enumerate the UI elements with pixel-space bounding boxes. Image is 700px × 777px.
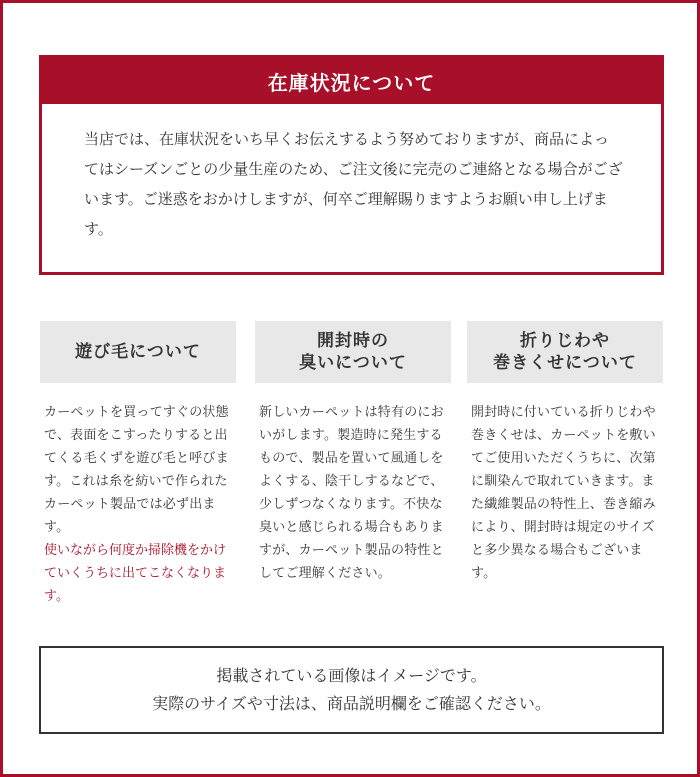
image-notice-line1: 掲載されている画像はイメージです。 <box>216 666 487 685</box>
creases-section <box>467 321 663 585</box>
loose-fiber-text: カーペットを買ってすぐの状態で、表面をこすったりすると出てくる毛くずを遊び毛と呼びます。これは糸を紡いで作られたカーペット製品では必ず出ます。 <box>44 405 229 535</box>
loose-fiber-note: 使いながら何度か掃除機をかけていくうちに出てこなくなります。 <box>44 543 227 604</box>
odor-heading-line2: 臭いについて <box>299 353 407 373</box>
odor-text: 新しいカーペットは特有のにおいがします。製造時に発生するもので、製品を置いて風通しをよくする、陰干しするなどで、少しずつなくなります。不快な臭いと感じられる場合もありますが、カーペット製品の特性としてご理解ください。 <box>259 405 444 581</box>
creases-heading-line2: 巻きくせについて <box>493 353 637 373</box>
stock-status-box <box>39 55 664 275</box>
creases-heading <box>467 321 663 383</box>
stock-status-text: 当店では、在庫状況をいち早くお伝えするよう努めておりますが、商品によってはシーズンごとの少量生産のため、ご注文後に完売のご連絡となる場合がございます。ご迷惑をおかけしますが、何卒ご理解賜りますようお願い申し上げます。 <box>84 130 623 238</box>
creases-heading-line1: 折りじわや <box>519 331 610 351</box>
image-notice-box <box>39 646 664 734</box>
odor-section <box>255 321 451 585</box>
odor-heading <box>255 321 451 383</box>
stock-status-title: 在庫状況について <box>42 58 661 104</box>
creases-text: 開封時に付いている折りじわや巻きくせは、カーペットを敷いてご使用いただくうちに、次第に馴染んで取れていきます。また繊維製品の特性上、巻き縮みにより、開封時は規定のサイズと多少異なる場合もございます。 <box>471 405 656 581</box>
loose-fiber-heading <box>40 321 236 383</box>
loose-fiber-heading-text: 遊び毛について <box>75 342 201 362</box>
odor-heading-line1: 開封時の <box>316 331 389 351</box>
image-notice-line2: 実際のサイズや寸法は、商品説明欄をご確認ください。 <box>152 694 551 713</box>
loose-fiber-section <box>40 321 236 608</box>
